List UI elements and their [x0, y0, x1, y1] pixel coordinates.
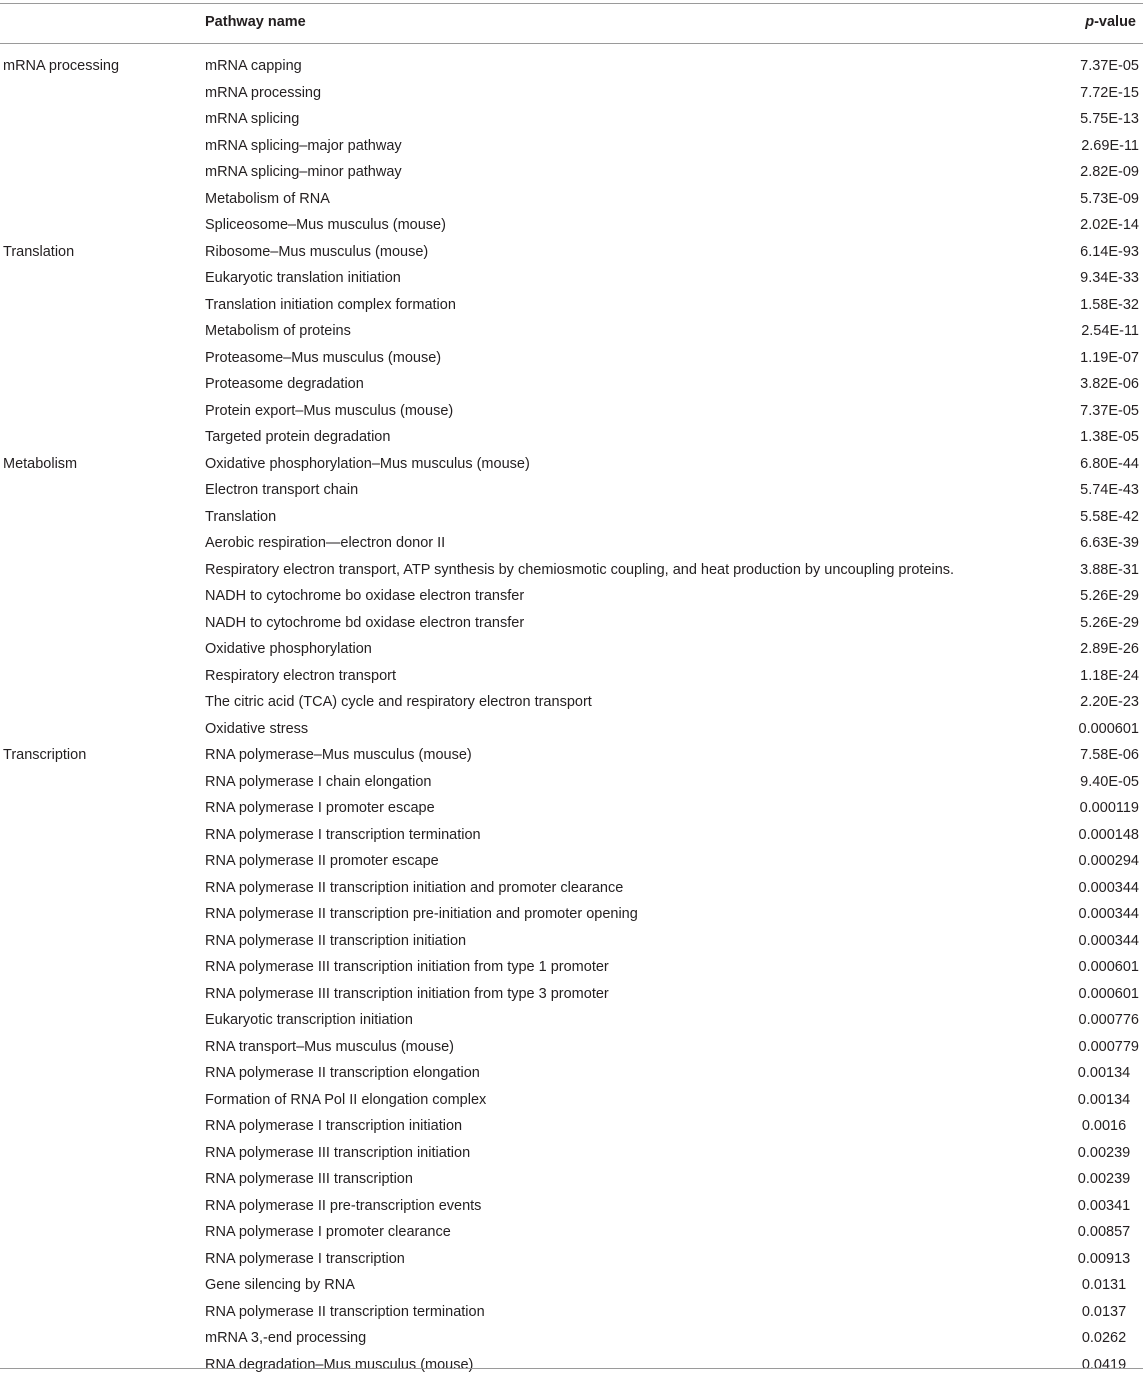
header-pathway-name: Pathway name	[205, 13, 306, 31]
row-p-value: 0.0137	[1060, 1299, 1143, 1325]
row-p-value: 5.26E-29	[1035, 610, 1139, 636]
row-pathway-name: Spliceosome–Mus musculus (mouse)	[205, 212, 446, 238]
row-p-value: 0.0262	[1060, 1325, 1143, 1351]
table-row	[0, 424, 1143, 451]
row-pathway-name: Protein export–Mus musculus (mouse)	[205, 398, 453, 424]
table-row	[0, 1140, 1143, 1167]
row-p-value: 1.19E-07	[1035, 345, 1139, 371]
row-pathway-name: RNA polymerase III transcription	[205, 1166, 413, 1192]
row-p-value: 7.72E-15	[1035, 80, 1139, 106]
table-row	[0, 53, 1143, 80]
row-p-value: 0.000601	[1035, 954, 1139, 980]
row-p-value: 0.00341	[1060, 1193, 1143, 1219]
row-p-value: 7.37E-05	[1035, 53, 1139, 79]
row-p-value: 2.20E-23	[1035, 689, 1139, 715]
row-p-value: 0.000601	[1035, 981, 1139, 1007]
row-pathway-name: RNA polymerase I promoter clearance	[205, 1219, 451, 1245]
row-p-value: 0.000344	[1035, 901, 1139, 927]
row-p-value: 2.89E-26	[1035, 636, 1139, 662]
table-row	[0, 1325, 1143, 1352]
row-p-value: 6.14E-93	[1035, 239, 1139, 265]
table-top-rule	[0, 3, 1143, 4]
table-row	[0, 1034, 1143, 1061]
row-pathway-name: mRNA processing	[205, 80, 321, 106]
table-row	[0, 345, 1143, 372]
row-pathway-name: RNA polymerase II transcription pre-initiation and promoter opening	[205, 901, 638, 927]
row-p-value: 0.0016	[1060, 1113, 1143, 1139]
table-row	[0, 875, 1143, 902]
row-pathway-name: RNA polymerase I transcription termination	[205, 822, 481, 848]
row-pathway-name: mRNA capping	[205, 53, 302, 79]
row-p-value: 5.75E-13	[1035, 106, 1139, 132]
table-row	[0, 530, 1143, 557]
row-p-value: 0.000344	[1035, 928, 1139, 954]
row-pathway-name: mRNA splicing–minor pathway	[205, 159, 402, 185]
row-p-value: 1.38E-05	[1035, 424, 1139, 450]
row-p-value: 0.000119	[1035, 795, 1139, 821]
row-p-value: 0.00857	[1060, 1219, 1143, 1245]
row-pathway-name: Respiratory electron transport, ATP synthesis by chemiosmotic coupling, and heat production by uncoupling proteins.	[205, 557, 954, 583]
table-row	[0, 1193, 1143, 1220]
row-p-value: 0.000601	[1035, 716, 1139, 742]
row-pathway-name: RNA polymerase III transcription initiation from type 3 promoter	[205, 981, 609, 1007]
table-row	[0, 239, 1143, 266]
table-row	[0, 1007, 1143, 1034]
row-pathway-name: Oxidative phosphorylation	[205, 636, 372, 662]
row-pathway-name: Ribosome–Mus musculus (mouse)	[205, 239, 428, 265]
row-pathway-name: RNA polymerase III transcription initiation from type 1 promoter	[205, 954, 609, 980]
header-rule	[0, 43, 1143, 44]
row-pathway-name: NADH to cytochrome bd oxidase electron transfer	[205, 610, 524, 636]
row-p-value: 0.0131	[1060, 1272, 1143, 1298]
row-p-value: 5.73E-09	[1035, 186, 1139, 212]
table-row	[0, 1272, 1143, 1299]
row-pathway-name: mRNA 3,-end processing	[205, 1325, 366, 1351]
row-p-value: 7.37E-05	[1035, 398, 1139, 424]
row-p-value: 5.58E-42	[1035, 504, 1139, 530]
table-row	[0, 981, 1143, 1008]
table-row	[0, 1219, 1143, 1246]
row-p-value: 3.88E-31	[1035, 557, 1139, 583]
row-p-value: 0.000779	[1035, 1034, 1139, 1060]
row-pathway-name: RNA polymerase II transcription initiation and promoter clearance	[205, 875, 623, 901]
row-pathway-name: RNA polymerase II promoter escape	[205, 848, 439, 874]
row-pathway-name: The citric acid (TCA) cycle and respiratory electron transport	[205, 689, 592, 715]
table-row	[0, 1166, 1143, 1193]
row-p-value: 5.26E-29	[1035, 583, 1139, 609]
table-row	[0, 80, 1143, 107]
row-category: Transcription	[3, 742, 86, 768]
row-p-value: 3.82E-06	[1035, 371, 1139, 397]
table-bottom-rule	[0, 1368, 1143, 1369]
row-pathway-name: mRNA splicing–major pathway	[205, 133, 402, 159]
header-p-italic: p	[1085, 14, 1094, 30]
row-pathway-name: Proteasome–Mus musculus (mouse)	[205, 345, 441, 371]
row-pathway-name: Translation	[205, 504, 276, 530]
table-row	[0, 557, 1143, 584]
row-pathway-name: Gene silencing by RNA	[205, 1272, 355, 1298]
table-row	[0, 610, 1143, 637]
table-row	[0, 477, 1143, 504]
row-pathway-name: Formation of RNA Pol II elongation complex	[205, 1087, 486, 1113]
row-pathway-name: RNA polymerase–Mus musculus (mouse)	[205, 742, 472, 768]
row-pathway-name: Metabolism of proteins	[205, 318, 351, 344]
row-pathway-name: RNA polymerase II transcription termination	[205, 1299, 485, 1325]
row-p-value: 2.02E-14	[1035, 212, 1139, 238]
row-pathway-name: RNA polymerase I transcription	[205, 1246, 405, 1272]
table-row	[0, 1299, 1143, 1326]
row-pathway-name: RNA degradation–Mus musculus (mouse)	[205, 1352, 473, 1378]
row-p-value: 9.40E-05	[1035, 769, 1139, 795]
table-row	[0, 769, 1143, 796]
row-p-value: 0.00239	[1060, 1140, 1143, 1166]
row-category: mRNA processing	[3, 53, 119, 79]
table-row	[0, 822, 1143, 849]
row-pathway-name: Oxidative phosphorylation–Mus musculus (mouse)	[205, 451, 530, 477]
header-p-value	[1085, 13, 1136, 31]
row-p-value: 5.74E-43	[1035, 477, 1139, 503]
table-row	[0, 583, 1143, 610]
table-row	[0, 1352, 1143, 1378]
row-p-value: 0.00239	[1060, 1166, 1143, 1192]
row-pathway-name: RNA transport–Mus musculus (mouse)	[205, 1034, 454, 1060]
row-p-value: 0.0419	[1060, 1352, 1143, 1378]
row-pathway-name: Translation initiation complex formation	[205, 292, 456, 318]
table-row	[0, 848, 1143, 875]
table-row	[0, 1060, 1143, 1087]
table-row	[0, 318, 1143, 345]
row-pathway-name: Oxidative stress	[205, 716, 308, 742]
table-row	[0, 716, 1143, 743]
table-body	[0, 53, 1143, 1378]
table-row	[0, 504, 1143, 531]
table-row	[0, 928, 1143, 955]
row-pathway-name: Metabolism of RNA	[205, 186, 330, 212]
row-p-value: 2.54E-11	[1035, 318, 1139, 344]
table-row	[0, 1087, 1143, 1114]
row-pathway-name: Aerobic respiration—electron donor II	[205, 530, 445, 556]
table-row	[0, 1113, 1143, 1140]
table-row	[0, 292, 1143, 319]
row-pathway-name: NADH to cytochrome bo oxidase electron transfer	[205, 583, 524, 609]
table-row	[0, 265, 1143, 292]
table-row	[0, 1246, 1143, 1273]
table-row	[0, 186, 1143, 213]
row-category: Translation	[3, 239, 74, 265]
row-p-value: 6.63E-39	[1035, 530, 1139, 556]
row-p-value: 9.34E-33	[1035, 265, 1139, 291]
table-row	[0, 212, 1143, 239]
row-p-value: 0.000148	[1035, 822, 1139, 848]
table-row	[0, 398, 1143, 425]
row-p-value: 1.58E-32	[1035, 292, 1139, 318]
row-pathway-name: RNA polymerase II pre-transcription events	[205, 1193, 481, 1219]
table-row	[0, 901, 1143, 928]
table-row	[0, 133, 1143, 160]
row-pathway-name: Electron transport chain	[205, 477, 358, 503]
row-p-value: 0.000294	[1035, 848, 1139, 874]
row-p-value: 0.000344	[1035, 875, 1139, 901]
table-row	[0, 954, 1143, 981]
table-row	[0, 663, 1143, 690]
row-pathway-name: mRNA splicing	[205, 106, 299, 132]
row-pathway-name: Targeted protein degradation	[205, 424, 390, 450]
row-p-value: 0.00134	[1060, 1060, 1143, 1086]
row-pathway-name: RNA polymerase II transcription initiation	[205, 928, 466, 954]
row-p-value: 6.80E-44	[1035, 451, 1139, 477]
row-pathway-name: RNA polymerase III transcription initiation	[205, 1140, 470, 1166]
row-p-value: 2.69E-11	[1035, 133, 1139, 159]
row-pathway-name: Respiratory electron transport	[205, 663, 396, 689]
table-row	[0, 742, 1143, 769]
row-pathway-name: RNA polymerase I chain elongation	[205, 769, 432, 795]
table-row	[0, 451, 1143, 478]
row-p-value: 0.00913	[1060, 1246, 1143, 1272]
row-pathway-name: RNA polymerase I promoter escape	[205, 795, 435, 821]
table-row	[0, 371, 1143, 398]
row-pathway-name: Eukaryotic transcription initiation	[205, 1007, 413, 1033]
row-p-value: 1.18E-24	[1035, 663, 1139, 689]
table-row	[0, 106, 1143, 133]
row-pathway-name: Proteasome degradation	[205, 371, 364, 397]
table-row	[0, 159, 1143, 186]
row-p-value: 0.00134	[1060, 1087, 1143, 1113]
header-p-rest: -value	[1094, 14, 1136, 30]
table-row	[0, 689, 1143, 716]
row-p-value: 0.000776	[1035, 1007, 1139, 1033]
row-pathway-name: Eukaryotic translation initiation	[205, 265, 401, 291]
table-row	[0, 636, 1143, 663]
row-p-value: 7.58E-06	[1035, 742, 1139, 768]
row-category: Metabolism	[3, 451, 77, 477]
row-pathway-name: RNA polymerase I transcription initiation	[205, 1113, 462, 1139]
table-row	[0, 795, 1143, 822]
row-p-value: 2.82E-09	[1035, 159, 1139, 185]
row-pathway-name: RNA polymerase II transcription elongation	[205, 1060, 480, 1086]
